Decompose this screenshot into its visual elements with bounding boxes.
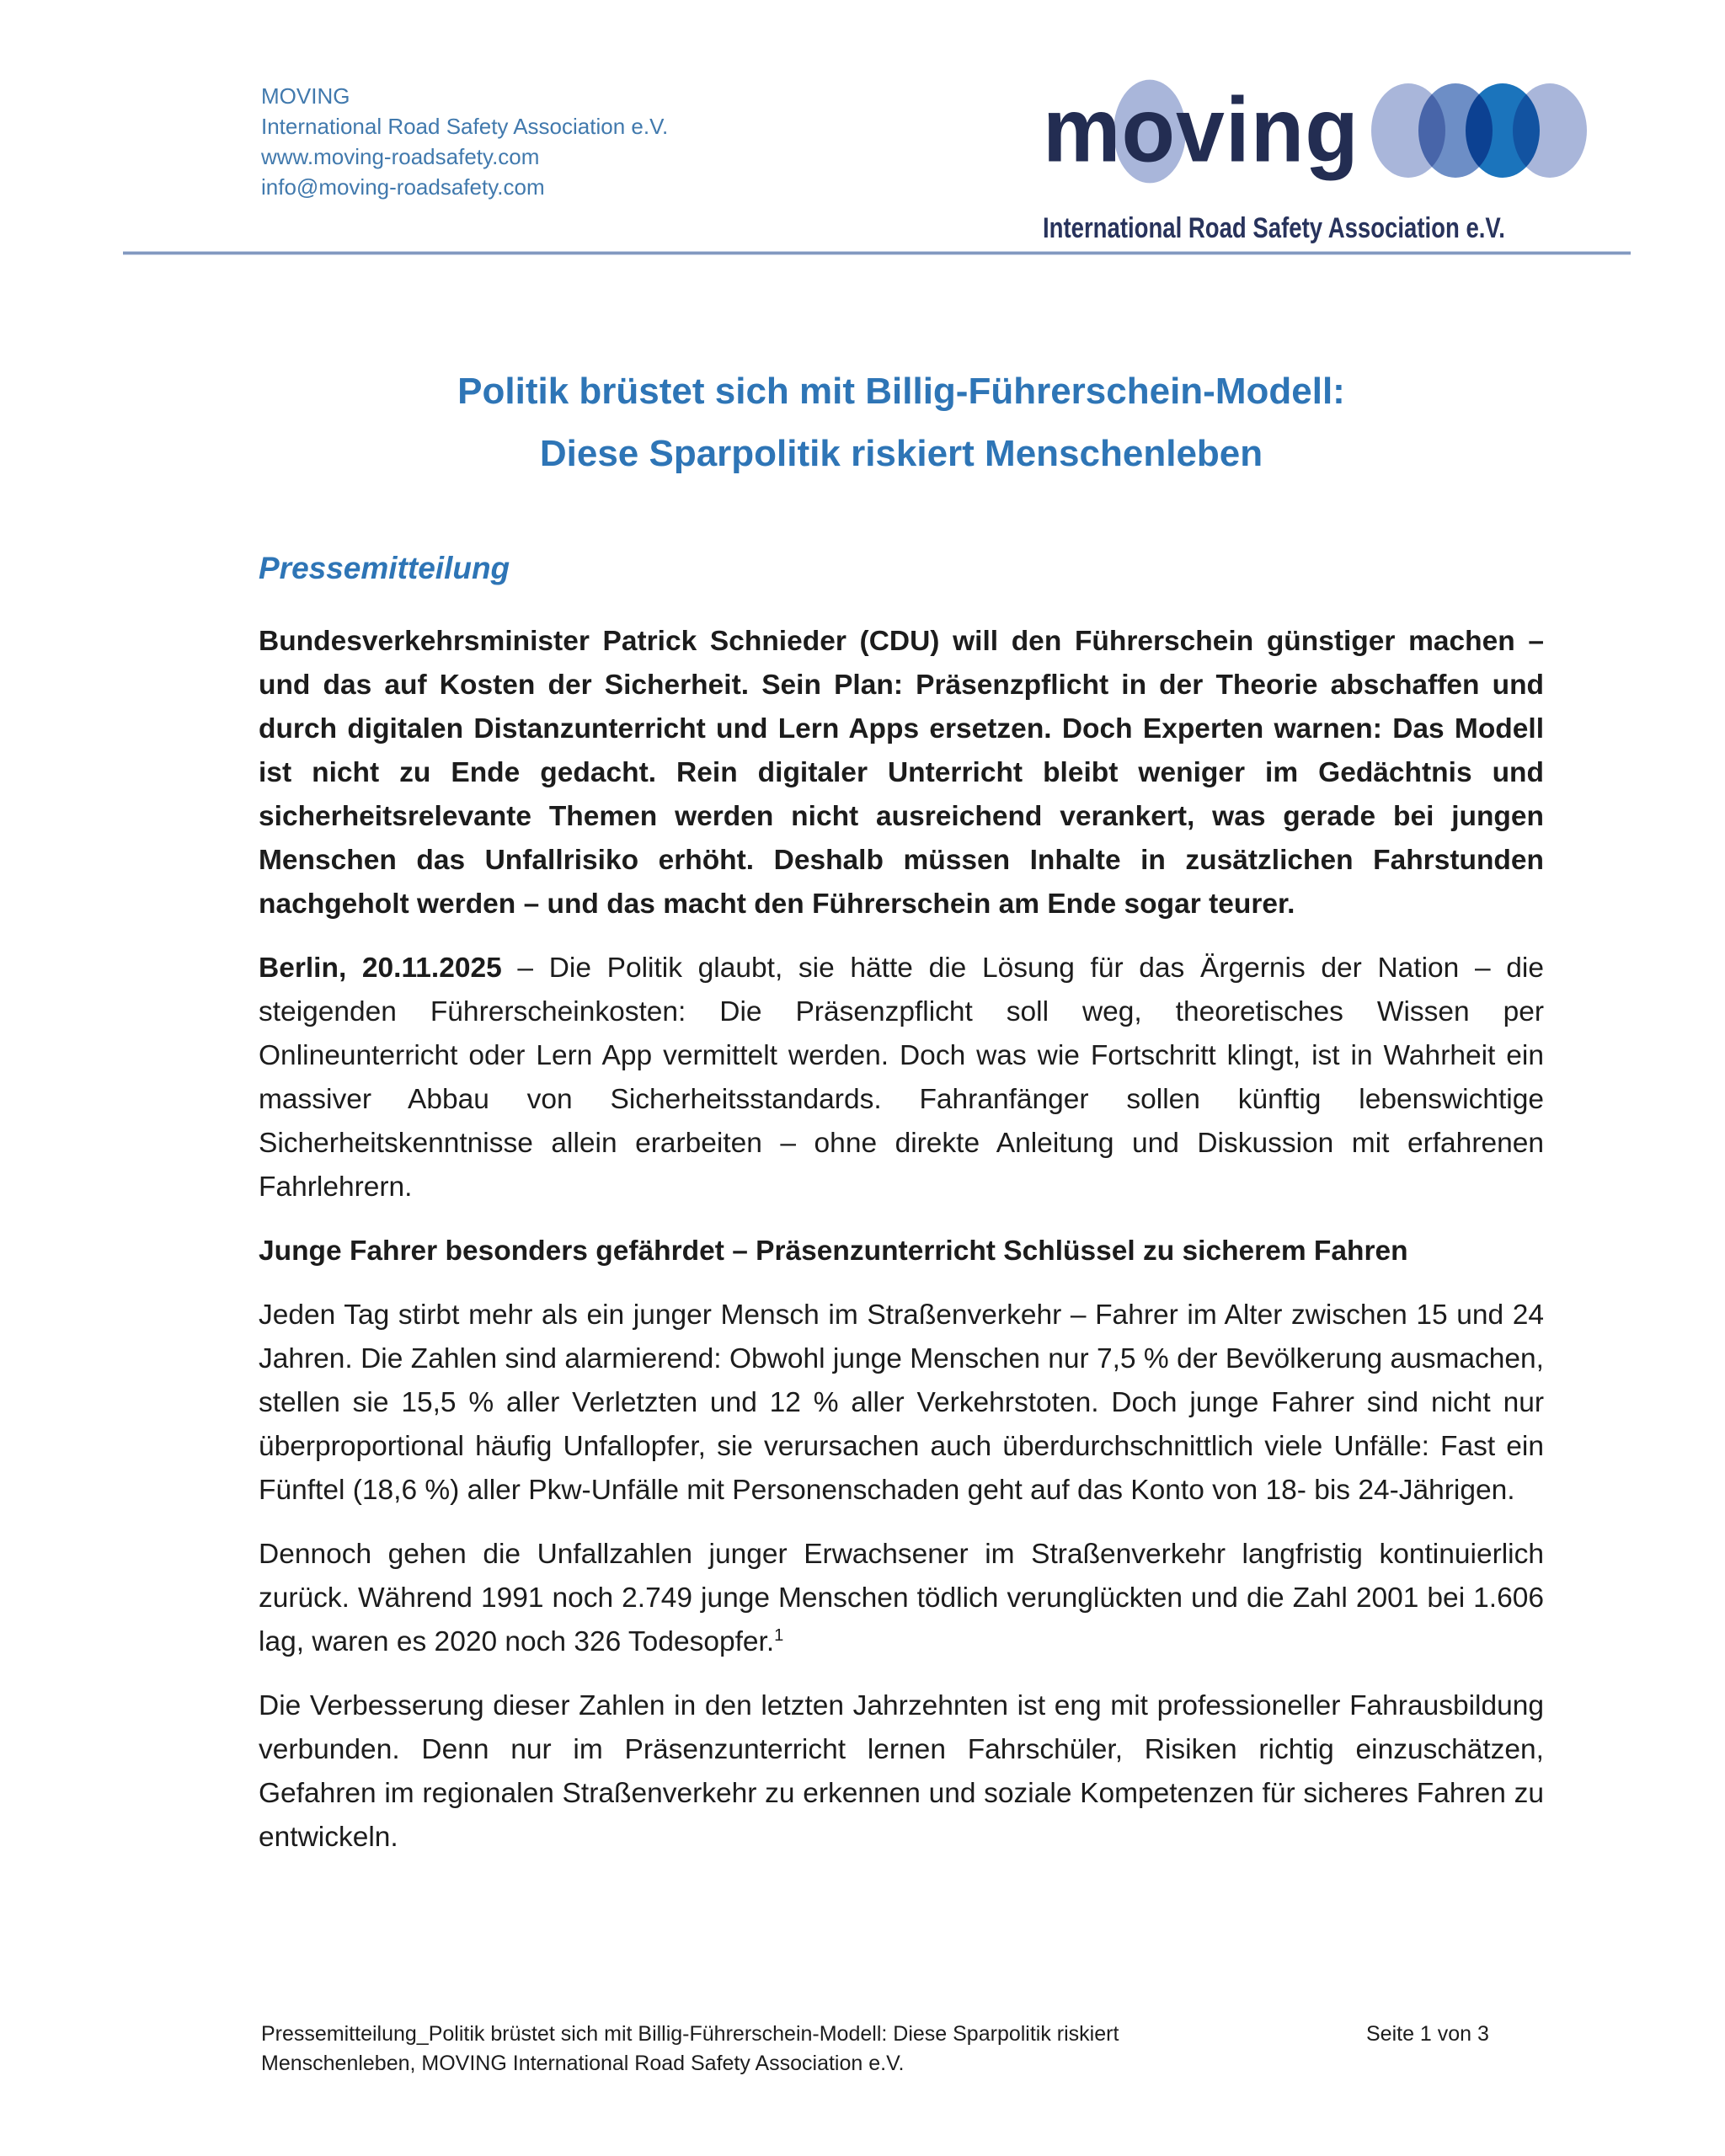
paragraph: Berlin, 20.11.2025 – Die Politik glaubt, sie hätte die Lösung für das Ärgernis der Nation – die steigenden Führerscheinkosten: Die Präsenzpflicht soll weg, theoretisches Wissen per Onlineunterricht oder Lern App vermittelt werden. Doch was wie Fortschritt klingt, ist in Wahrheit ein massiver Abbau von Sicherheitsstandards. Fahranfänger sollen künftig lebenswichtige Sicherheitskenntnisse allein erarbeiten – ohne direkte Anleitung und Diskussion mit erfahrenen Fahrlehrern. [259,953,1544,1203]
paragraph: Bundesverkehrsminister Patrick Schnieder (CDU) will den Führerschein günstiger machen – und das auf Kosten der Sicherheit. Sein Plan: Präsenzpflicht in der Theorie abschaffen und durch digitalen Distanzunterricht und Lern Apps ersetzen. Doch Experten warnen: Das Modell ist nicht zu Ende gedacht. Rein digitaler Unterricht bleibt weniger im Gedächtnis und sicherheitsrelevante Themen werden nicht ausreichend verankert, was gerade bei jungen Menschen das Unfallrisiko erhöht. Deshalb müssen Inhalte in zusätzlichen Fahrstunden nachgeholt werden – und das macht den Führerschein am Ende sogar teurer. [259,626,1544,920]
logo-tagline: International Road Safety Association e.V. [1043,212,1505,244]
title-line-1: Politik brüstet sich mit Billig-Führerschein-Modell: [457,371,1345,412]
logo-circles-icon [1371,83,1587,178]
footer-document-reference: Pressemitteilung_Politik brüstet sich mit Billig-Führerschein-Modell: Diese Sparpolitik riskiert Menschenleben, MOVING International Road Safety Association e.V. [261,2022,1119,2075]
logo-wordmark [1043,79,1359,182]
logo-circle-light-2 [1513,83,1587,178]
sender-org-short: MOVING [261,83,350,109]
paragraph: Die Verbesserung dieser Zahlen in den letzten Jahrzehnten ist eng mit professioneller Fahrausbildung verbunden. Denn nur im Präsenzunterricht lernen Fahrschüler, Risiken richtig einzuschätzen, Gefahren im regionalen Straßenverkehr zu erkennen und soziale Kompetenzen für sicheres Fahren zu entwickeln. [259,1690,1544,1853]
kicker-pressemitteilung: Pressemitteilung [259,551,510,585]
paragraph: Dennoch gehen die Unfallzahlen junger Erwachsener im Straßenverkehr langfristig kontinuierlich zurück. Während 1991 noch 2.749 junge Menschen tödlich verunglückten und die Zahl 2001 bei 1.606 lag, waren es 2020 noch 326 Todesopfer.$^1$ [259,1539,1544,1657]
sender-website-link: www.moving-roadsafety.com [261,144,540,169]
logo-wordmark-text: moving [1043,79,1359,182]
sender-block [261,81,668,202]
footer-page-number: Seite 1 von 3 [1366,2022,1489,2046]
section-heading: Junge Fahrer besonders gefährdet – Präsenzunterricht Schlüssel zu sicherem Fahren [259,1235,1408,1267]
logo-row [1043,67,1548,194]
document-main [259,360,1544,1880]
press-release-title [259,360,1544,485]
sender-email-link: info@moving-roadsafety.com [261,174,545,200]
body-text [259,620,1544,1860]
organization-logo [1043,67,1548,245]
footnote-ref: 1 [774,1625,784,1645]
sender-org-full: International Road Safety Association e.V. [261,114,669,139]
title-line-2: Diese Sparpolitik riskiert Menschenleben [539,433,1263,474]
paragraph: Jeden Tag stirbt mehr als ein junger Mensch im Straßenverkehr – Fahrer im Alter zwischen 15 und 24 Jahren. Die Zahlen sind alarmierend: Obwohl junge Menschen nur 7,5 % der Bevölkerung ausmachen, stellen sie 15,5 % aller Verletzten und 12 % aller Verkehrstoten. Doch junge Fahrer sind nicht nur überproportional häufig Unfallopfer, sie verursachen auch überdurchschnittlich viele Unfälle: Fast ein Fünftel (18,6 %) aller Pkw-Unfälle mit Personenschaden geht auf das Konto von 18- bis 24-Jährigen. [259,1299,1544,1506]
header-divider [123,252,1631,254]
